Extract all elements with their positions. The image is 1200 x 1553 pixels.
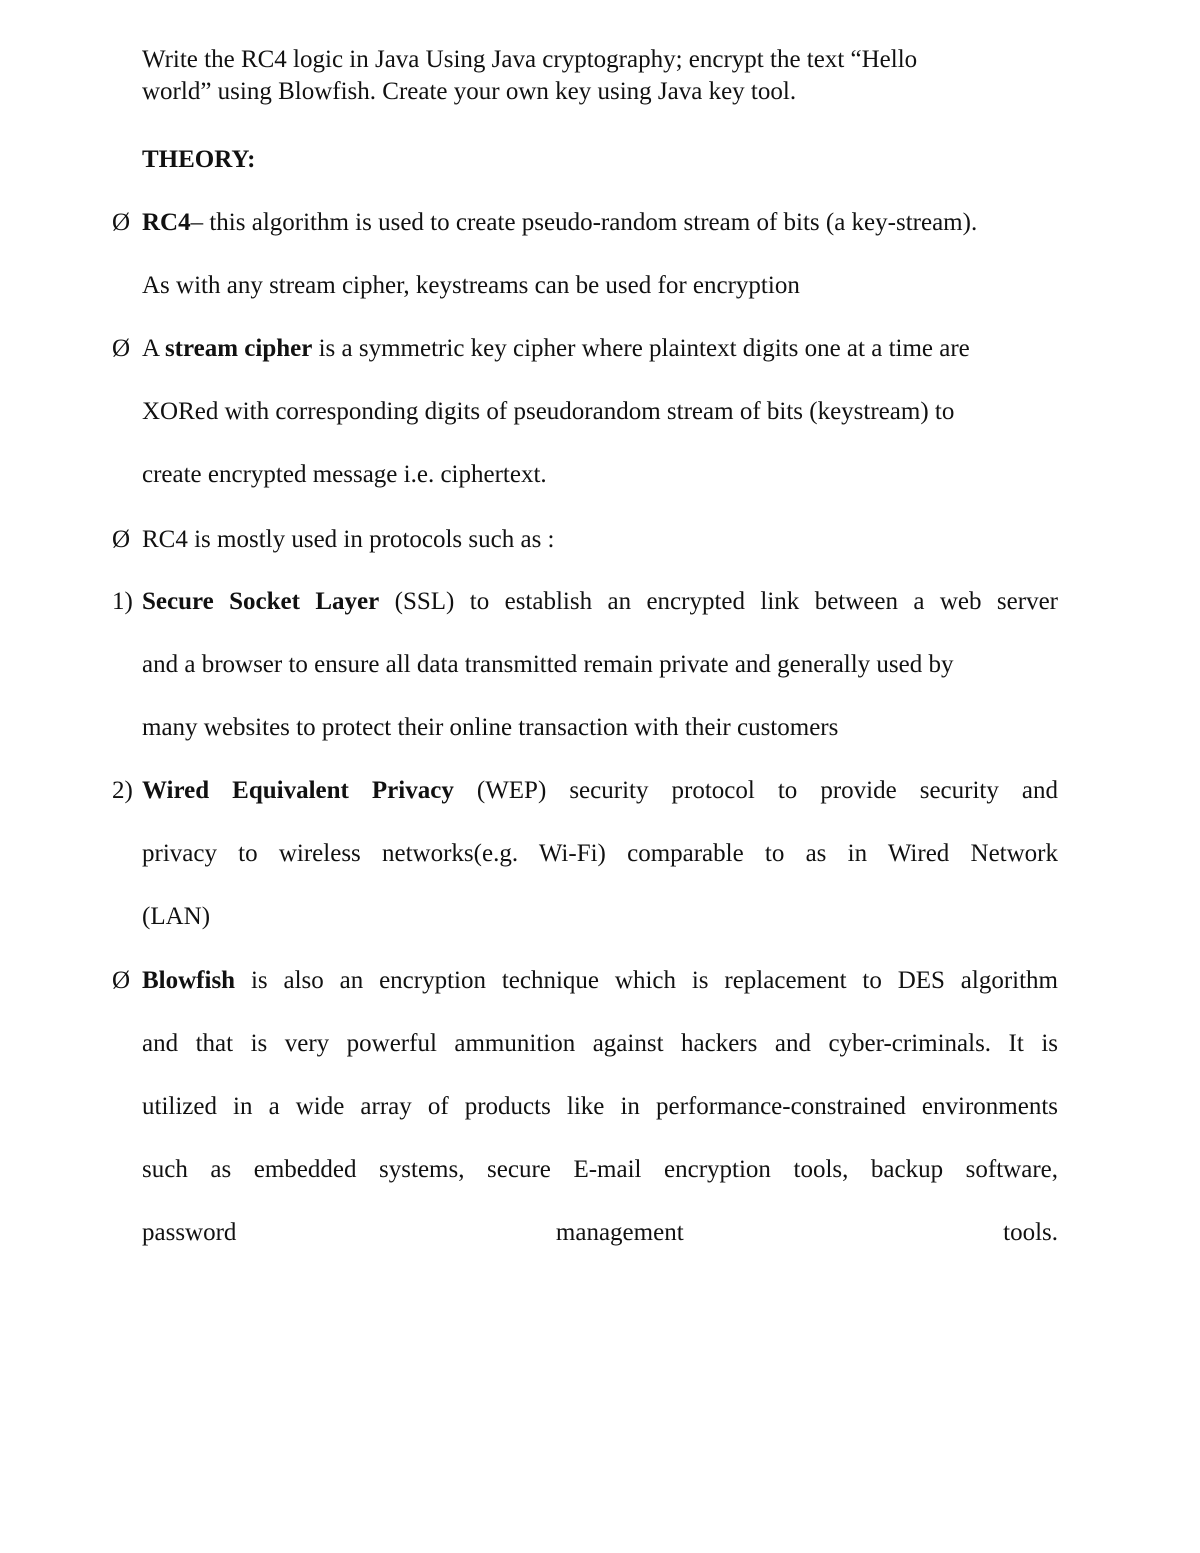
item-number: 1) [112, 588, 133, 615]
rc4-term: RC4 [142, 209, 191, 236]
rc4-bullet [112, 191, 1172, 317]
bullet-marker: Ø [112, 209, 131, 236]
prompt-line-1: Write the RC4 logic in Java Using Java cryptography; encrypt the text “Hello [142, 46, 918, 73]
blowfish-bullet [112, 949, 1058, 1264]
blowfish-line-1: is also an encryption technique which is replacement to DES algorithm [235, 967, 1058, 994]
assignment-prompt [142, 44, 1062, 108]
protocols-bullet [112, 508, 1172, 571]
blowfish-line-5: password management tools. [142, 1219, 1058, 1246]
list-item-ssl [112, 570, 1058, 759]
stream-line-1: is a symmetric key cipher where plaintext digits one at a time are [312, 335, 970, 362]
wep-line-3: (LAN) [142, 903, 211, 930]
blowfish-line-2: and that is very powerful ammunition against hackers and cyber-criminals. It is [142, 1030, 1058, 1057]
wep-line-2: privacy to wireless networks(e.g. Wi-Fi) comparable to as in Wired Network [142, 840, 1058, 867]
ssl-line-2: and a browser to ensure all data transmitted remain private and generally used by [142, 651, 954, 678]
bullet-marker: Ø [112, 526, 131, 553]
stream-prefix: A [142, 335, 165, 362]
bullet-marker: Ø [112, 335, 131, 362]
stream-line-3: create encrypted message i.e. ciphertext. [142, 461, 547, 488]
prompt-line-2: world” using Blowfish. Create your own key using Java key tool. [142, 78, 797, 105]
wep-line-1: (WEP) security protocol to provide security and [453, 777, 1059, 804]
blowfish-line-4: such as embedded systems, secure E-mail encryption tools, backup software, [142, 1156, 1058, 1183]
item-number: 2) [112, 777, 133, 804]
list-item-wep [112, 759, 1058, 948]
wep-term: Wired Equivalent Privacy [142, 777, 454, 804]
ssl-term: Secure Socket Layer [142, 588, 380, 615]
theory-heading: THEORY: [142, 146, 256, 173]
bullet-marker: Ø [112, 967, 131, 994]
rc4-line-1: – this algorithm is used to create pseudo-random stream of bits (a key-stream). [190, 209, 978, 236]
ssl-line-3: many websites to protect their online transaction with their customers [142, 714, 839, 741]
stream-cipher-bullet [112, 317, 1172, 506]
rc4-line-2: As with any stream cipher, keystreams can be used for encryption [142, 272, 800, 299]
protocols-line: RC4 is mostly used in protocols such as : [142, 526, 555, 553]
stream-cipher-term: stream cipher [164, 335, 313, 362]
blowfish-line-3: utilized in a wide array of products like in performance-constrained environments [142, 1093, 1058, 1120]
stream-line-2: XORed with corresponding digits of pseudorandom stream of bits (keystream) to [142, 398, 955, 425]
ssl-line-1: (SSL) to establish an encrypted link between a web server [379, 588, 1058, 615]
blowfish-term: Blowfish [142, 967, 236, 994]
